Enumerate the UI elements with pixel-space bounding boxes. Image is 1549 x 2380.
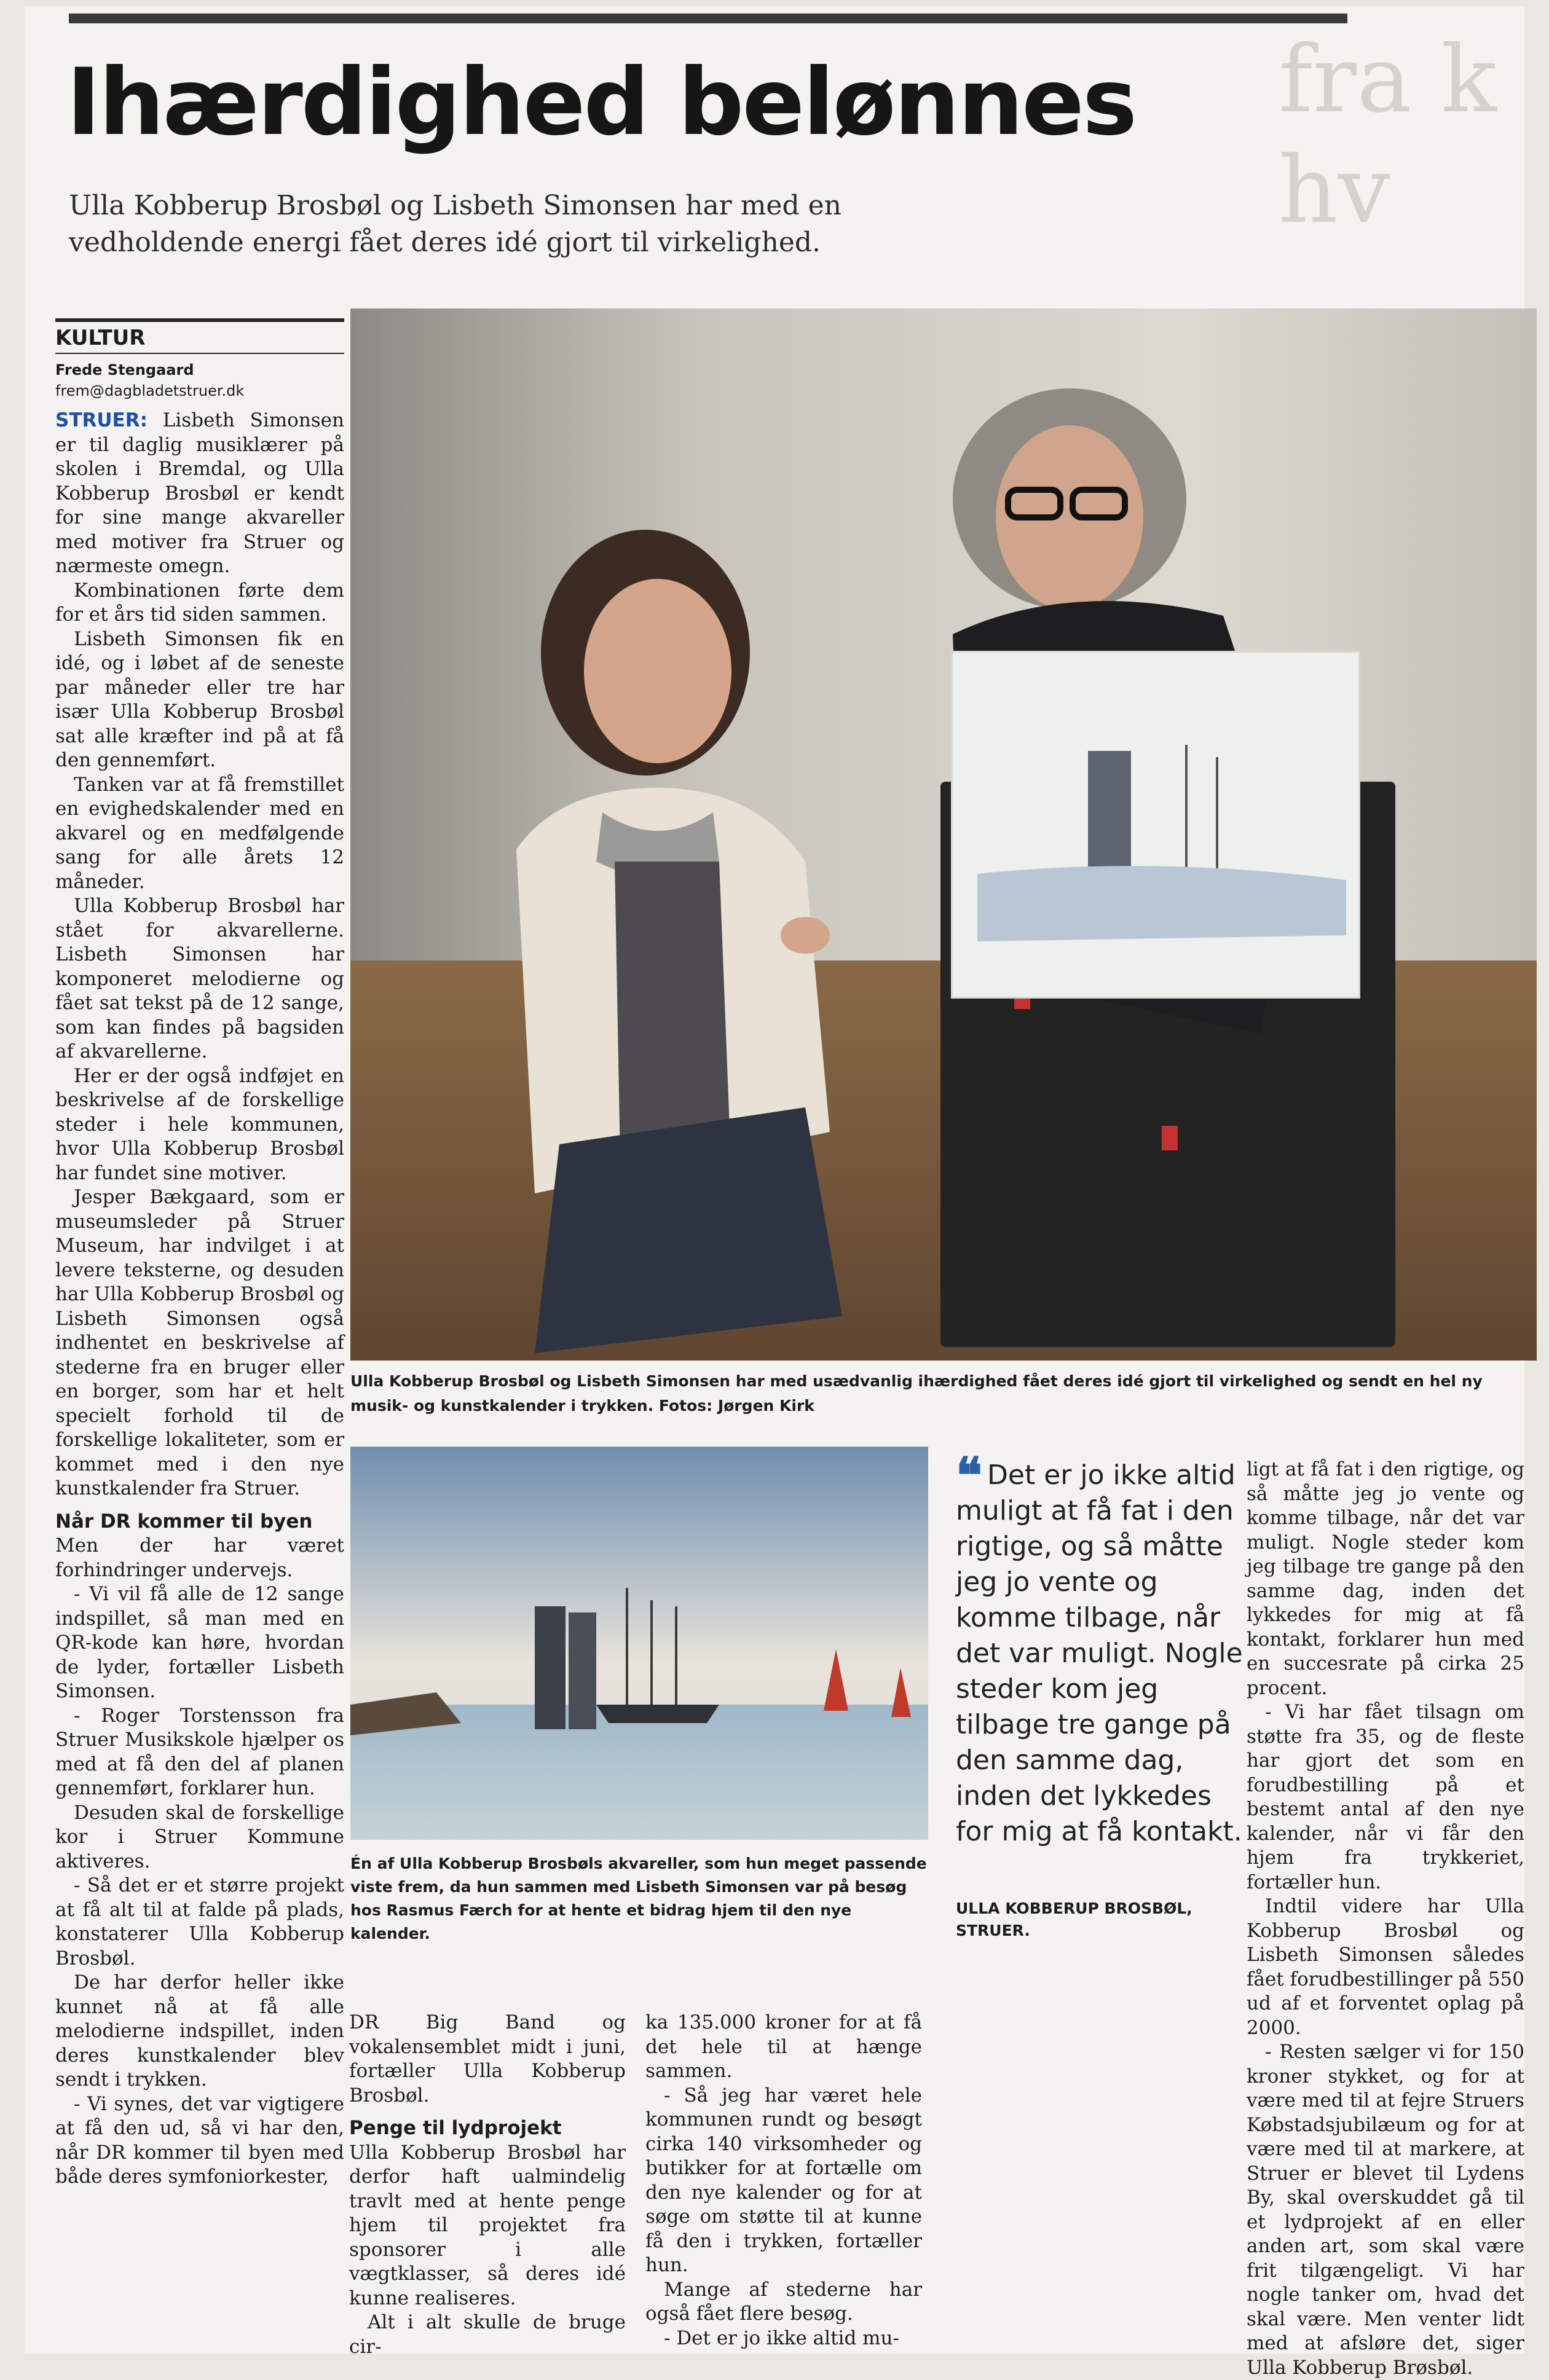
byline: Frede Stengaard <box>55 361 194 379</box>
paragraph: Lisbeth Simonsen fik en idé, og i løbet af de seneste par måneder eller tre har især Ulla Kobberup Brosbøl sat alle kræfter ind på at få den gennemført. <box>55 627 344 771</box>
paragraph: Desuden skal de forskellige kor i Struer Kommune aktiveres. <box>55 1801 344 1872</box>
paragraph: Jesper Bækgaard, som er museumsleder på Struer Museum, har indvilget i at levere teksterne, og desuden har Ulla Kobberup Brosbøl og Lisbeth Simonsen også indhentet en beskrivelse af stederne fra en bruger eller en borger, som har et helt specielt forhold til de forskellige lokaliteter, som er kommet med i den nye kunstkalender fra Struer. <box>55 1186 344 1499</box>
deck: Ulla Kobberup Brosbøl og Lisbeth Simonsen har med en vedholdende energi fået deres idé gjort til virkelighed. <box>69 190 842 258</box>
dateline: STRUER: <box>55 409 148 431</box>
pull-quote-source: ULLA KOBBERUP BROSBØL, STRUER. <box>956 1899 1192 1939</box>
paragraph: - Vi har fået tilsagn om støtte fra 35, og de fleste har gjort det som en forudbestilling på et bestemt antal af den nye kalender, når vi får den hjem fra trykkeriet, fortæller hun. <box>1247 1701 1524 1893</box>
body-column-2 <box>349 2011 626 2358</box>
paragraph: Kombinationen førte dem for et års tid siden sammen. <box>55 579 344 626</box>
paragraph: Alt i alt skulle de bruge cir- <box>349 2311 626 2358</box>
newspaper-page <box>25 6 1524 2379</box>
paragraph: Mange af stederne har også fået flere besøg. <box>645 2278 922 2325</box>
woman-kneeling-figure <box>461 468 854 1359</box>
paragraph: - Så jeg har været hele kommunen rundt og besøgt cirka 140 virksomheder og butikker for at fortælle om den nye kalender og for at søge om støtte til at kunne få den i trykken, fortæller hun. <box>645 2084 922 2276</box>
paragraph: Ulla Kobberup Brosbøl har derfor haft ualmindelig travlt med at hente penge hjem til projektet fra sponsorer i alle vægtklasser, så deres idé kunne realiseres. <box>349 2141 626 2309</box>
main-photo <box>350 308 1537 1361</box>
paragraph: ligt at få fat i den rigtige, og så måtte jeg jo vente og komme tilbage, når det var muligt. Nogle steder kom jeg tilbage tre gange på den samme dag, inden det lykkedes for mig at få kontakt, forklarer hun med en succesrate på cirka 25 procent. <box>1247 1458 1524 1699</box>
paragraph: - Roger Torstensson fra Struer Musikskole hjælper os med at få den del af planen gennemført, forklarer hun. <box>55 1704 344 1799</box>
paragraph: DR Big Band og vokalensemblet midt i juni, fortæller Ulla Kobberup Brosbøl. <box>349 2011 626 2107</box>
section-label: KULTUR <box>55 318 344 354</box>
watercolor-sheet <box>953 653 1358 997</box>
paragraph: Her er der også indføjet en beskrivelse af de forskellige steder i hele kommunen, hvor Ulla Kobberup Brosbøl har fundet sine motiver. <box>55 1064 344 1184</box>
pull-quote: ❝ Det er jo ikke altid muligt at få fat i den rigtige, og så måtte jeg jo vente og komme tilbage, når det var muligt. Nogle steder kom jeg tilbage tre gange på den samme dag, inden det lykkedes for mig at få kontakt. <box>956 1447 1243 1847</box>
paragraph: - Vi synes, det var vigtigere at få den ud, så vi har den, når DR kommer til byen med både deres symfoniorkester, <box>55 2092 344 2188</box>
paragraph: - Vi vil få alle de 12 sange indspillet, så man med en QR-kode kan høre, hvordan de lyder, fortæller Lisbeth Simonsen. <box>55 1583 344 1702</box>
top-rule <box>69 14 1347 23</box>
paragraph: - Resten sælger vi for 150 kroner stykket, og for at være med til at fejre Struers Købstadsjubilæum og for at være med til at markere, at Struer er blevet til Lydens By, skal overskuddet gå til et lydprojekt af en eller anden art, som skal være frit tilgængeligt. Vi har nogle tanker om, hvad det skal være. Men venter lidt med at afsløre det, siger Ulla Kobberup Brøsbøl. <box>1247 2041 1524 2379</box>
body-column-4 <box>1247 1458 1524 2379</box>
watercolor-photo <box>350 1447 928 1840</box>
paragraph: - Så det er et større projekt at få alt til at falde på plads, konstaterer Ulla Kobberup Brosbøl. <box>55 1874 344 1970</box>
paragraph: Men der har været forhindringer undervejs. <box>55 1534 344 1581</box>
paragraph: De har derfor heller ikke kunnet nå at få alle melodierne indspillet, inden deres kunstkalender blev sendt i trykken. <box>55 1971 344 2091</box>
headline: Ihærdighed belønnes <box>66 49 1136 156</box>
paragraph: ka 135.000 kroner for at få det hele til at hænge sammen. <box>645 2011 922 2082</box>
paragraph: - Det er jo ikke altid mu- <box>664 2327 899 2349</box>
paragraph: Tanken var at få fremstillet en evighedskalender med en akvarel og en medfølgende sang for alle årets 12 måneder. <box>55 773 344 893</box>
quote-mark-icon: ❝ <box>956 1447 983 1504</box>
bleed-through-text: fra k hv <box>1279 26 1497 244</box>
body-column-3 <box>645 2011 922 2355</box>
author-email[interactable]: frem@dagbladetstruer.dk <box>55 382 245 399</box>
paragraph: STRUER: Lisbeth Simonsen er til daglig musiklærer på skolen i Bremdal, og Ulla Kobberup Brosbøl er kendt for sine mange akvareller med motiver fra Struer og nærmeste omegn. <box>55 409 344 577</box>
paragraph: Ulla Kobberup Brosbøl har stået for akvarellerne. Lisbeth Simonsen har komponeret melodierne og fået sat tekst på de 12 sange, som kan findes på bagsiden af akvarellerne. <box>55 895 344 1062</box>
paragraph: Indtil videre har Ulla Kobberup Brosbøl og Lisbeth Simonsen således fået forudbestillinger på 550 ud af et forventet oplag på 2000. <box>1247 1895 1524 2039</box>
photo-caption-watercolor: Én af Ulla Kobberup Brosbøls akvareller, som hun meget passende viste frem, da hun sammen med Lisbeth Simonsen var på besøg hos Rasmus Færch for at hente et bidrag hjem til den nye kalender. <box>350 1855 927 1942</box>
body-column-1 <box>55 409 344 2344</box>
photo-caption-main: Ulla Kobberup Brosbøl og Lisbeth Simonsen har med usædvanlig ihærdighed fået deres idé gjort til virkelighed og sendt en hel ny musik- og kunstkalender i trykken. Fotos: Jørgen Kirk <box>350 1372 1483 1415</box>
subheading: Penge til lydprojekt <box>349 2117 562 2139</box>
subheading: Når DR kommer til byen <box>55 1510 313 1533</box>
